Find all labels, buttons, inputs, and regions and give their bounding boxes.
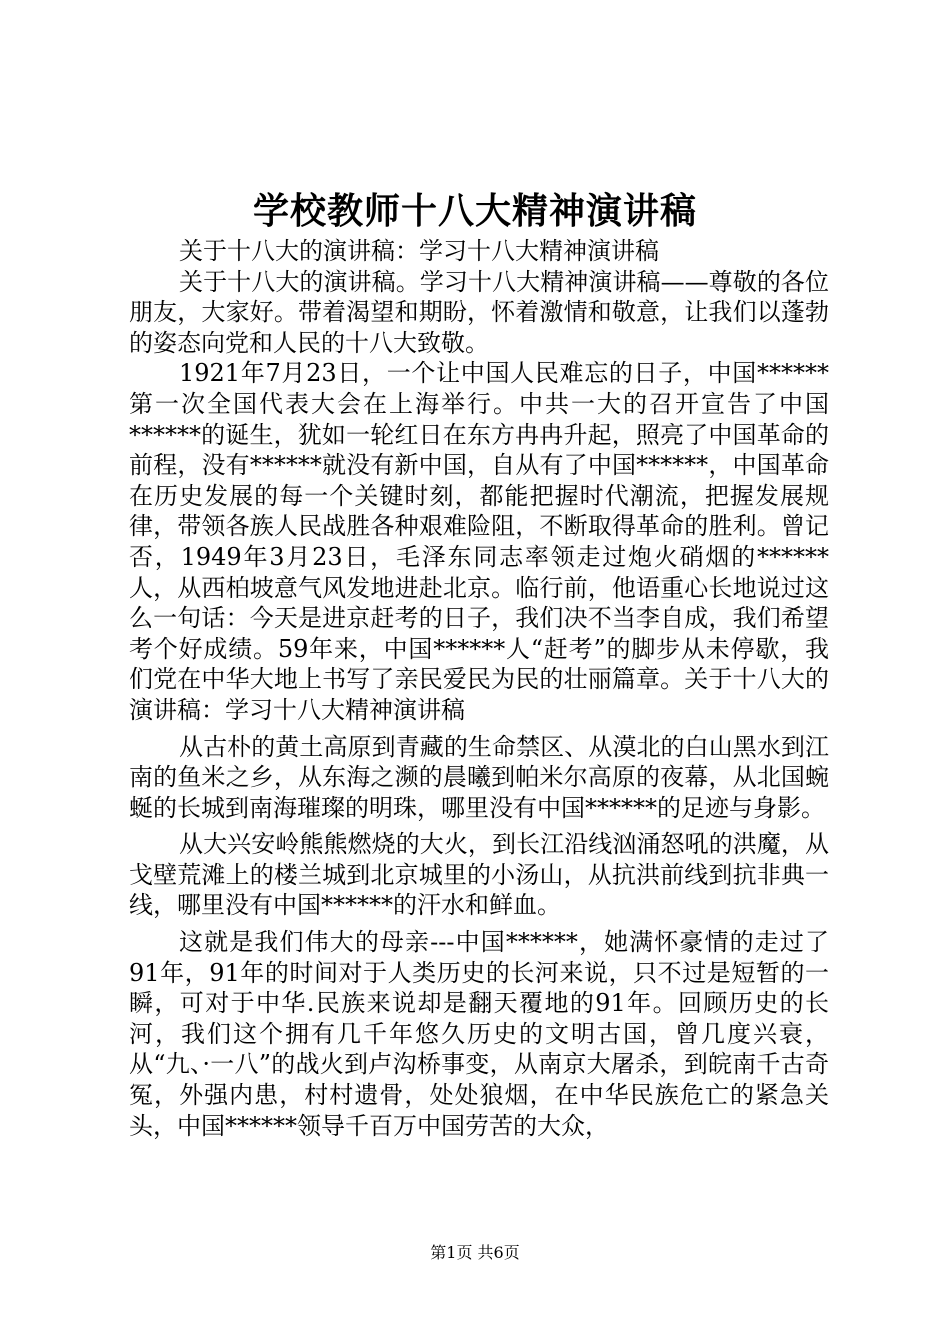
document-body <box>129 236 829 1141</box>
paragraph-subtitle: 关于十八大的演讲稿：学习十八大精神演讲稿 <box>179 237 659 265</box>
page-footer: 第1页 共6页 <box>430 1243 520 1262</box>
document-title: 学校教师十八大精神演讲稿 <box>252 190 697 232</box>
paragraph: 从古朴的黄土高原到青藏的生命禁区、从漠北的白山黑水到江南的鱼米之乡，从东海之濒的晨曦到帕米尔高原的夜幕，从北国蜿蜒的长城到南海璀璨的明珠，哪里没有中国******的足迹与身影。 <box>129 732 829 822</box>
paragraph: 从大兴安岭熊熊燃烧的大火，到长江沿线汹涌怒吼的洪魔，从戈壁荒滩上的楼兰城到北京城里的小汤山，从抗洪前线到抗非典一线，哪里没有中国******的汗水和鲜血。 <box>129 830 829 920</box>
paragraph: 这就是我们伟大的母亲---中国******，她满怀豪情的走过了91年，91年的时间对于人类历史的长河来说，只不过是短暂的一瞬，可对于中华.民族来说却是翻天覆地的91年。回顾历史的长河，我们这个拥有几千年悠久历史的文明古国，曾几度兴衰，从“九、·一八”的战火到卢沟桥事变，从南京大屠杀，到皖南千古奇冤，外强内患，村村遗骨，处处狼烟，在中华民族危亡的紧急关头，中国******领导千百万中国劳苦的大众， <box>129 928 829 1140</box>
paragraph: 关于十八大的演讲稿。学习十八大精神演讲稿——尊敬的各位朋友，大家好。带着渴望和期盼，怀着激情和敬意，让我们以蓬勃的姿态向党和人民的十八大致敬。 <box>129 267 829 357</box>
paragraph: 1921年7月23日，一个让中国人民难忘的日子，中国******第一次全国代表大会在上海举行。中共一大的召开宣告了中国******的诞生，犹如一轮红日在东方冉冉升起，照亮了中国革命的前程，没有******就没有新中国，自从有了中国******，中国革命在历史发展的每一个关键时刻，都能把握时代潮流，把握发展规律，带领各族人民战胜各种艰难险阻，不断取得革命的胜利。曾记否，1949年3月23日，毛泽东同志率领走过炮火硝烟的******人，从西柏坡意气风发地进赴北京。临行前，他语重心长地说过这么一句话：今天是进京赶考的日子，我们决不当李自成，我们希望考个好成绩。59年来，中国******人“赶考”的脚步从未停歇，我们党在中华大地上书写了亲民爱民为民的壮丽篇章。关于十八大的演讲稿：学习十八大精神演讲稿 <box>129 359 829 724</box>
